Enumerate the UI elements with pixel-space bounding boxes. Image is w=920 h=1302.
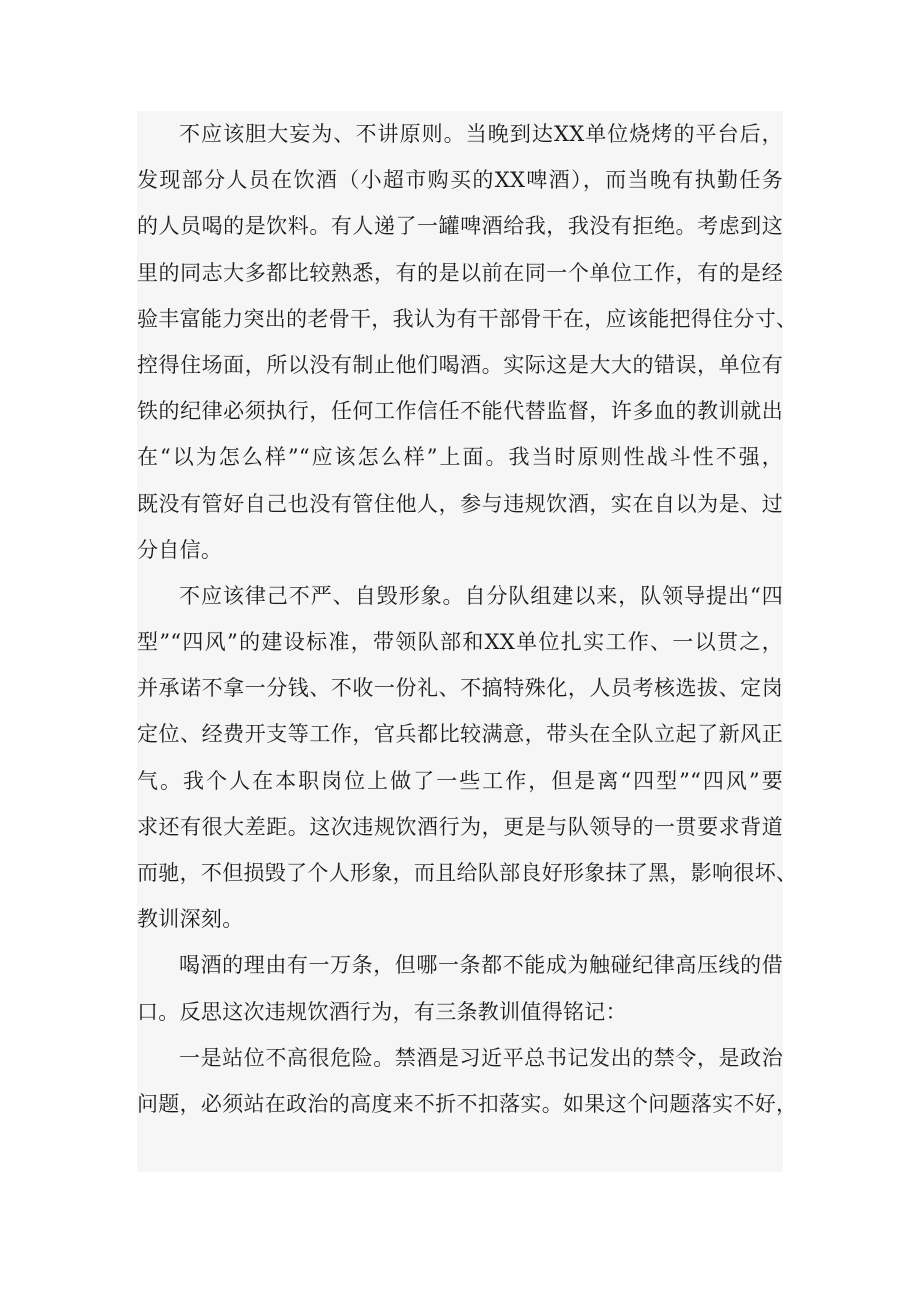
text-line: 气。我个人在本职岗位上做了一些工作，但是离“四型”“四风”要 xyxy=(137,768,783,793)
text-line: 里的同志大多都比较熟悉，有的是以前在同一个单位工作，有的是经 xyxy=(137,260,783,285)
text-line: 的人员喝的是饮料。有人递了一罐啤酒给我，我没有拒绝。考虑到这 xyxy=(137,214,783,239)
document-body xyxy=(137,111,798,1172)
text-line: 发现部分人员在饮酒（小超市购买的XX啤酒），而当晚有执勤任务 xyxy=(137,168,783,193)
text-line: 并承诺不拿一分钱、不收一份礼、不搞特殊化，人员考核选拔、定岗 xyxy=(137,676,783,701)
text-line: 喝酒的理由有一万条，但哪一条都不能成为触碰纪律高压线的借 xyxy=(179,953,783,978)
text-line: 分自信。 xyxy=(137,537,223,562)
text-line: 而驰，不但损毁了个人形象，而且给队部良好形象抹了黑，影响很坏、 xyxy=(137,861,798,885)
text-line: 口。反思这次违规饮酒行为，有三条教训值得铭记： xyxy=(137,999,627,1024)
paragraph-3 xyxy=(137,942,783,1034)
text-line: 既没有管好自己也没有管住他人，参与违规饮酒，实在自以为是、过 xyxy=(137,491,783,516)
text-line: 铁的纪律必须执行，任何工作信任不能代替监督，许多血的教训就出 xyxy=(137,399,783,424)
text-line: 求还有很大差距。这次违规饮酒行为，更是与队领导的一贯要求背道 xyxy=(137,814,783,839)
text-line: 验丰富能力突出的老骨干，我认为有干部骨干在，应该能把得住分寸、 xyxy=(137,306,798,331)
text-line: 问题，必须站在政治的高度来不折不扣落实。如果这个问题落实不好， xyxy=(137,1091,798,1116)
text-line: 教训深刻。 xyxy=(137,907,244,932)
paragraph-4 xyxy=(137,1035,798,1127)
paragraph-2 xyxy=(137,573,798,943)
text-line: 不应该律己不严、自毁形象。自分队组建以来，队领导提出“四 xyxy=(179,583,783,608)
text-line: 定位、经费开支等工作，官兵都比较满意，带头在全队立起了新风正 xyxy=(137,722,783,747)
text-line: 一是站位不高很危险。禁酒是习近平总书记发出的禁令，是政治 xyxy=(179,1045,783,1070)
text-line: 在“以为怎么样”“应该怎么样”上面。我当时原则性战斗性不强， xyxy=(137,445,783,470)
text-line: 不应该胆大妄为、不讲原则。当晚到达XX单位烧烤的平台后， xyxy=(179,122,783,146)
text-line: 型”“四风”的建设标准，带领队部和XX单位扎实工作、一以贯之， xyxy=(137,630,783,655)
paragraph-1 xyxy=(137,111,798,573)
text-line: 控得住场面，所以没有制止他们喝酒。实际这是大大的错误，单位有 xyxy=(137,352,783,377)
